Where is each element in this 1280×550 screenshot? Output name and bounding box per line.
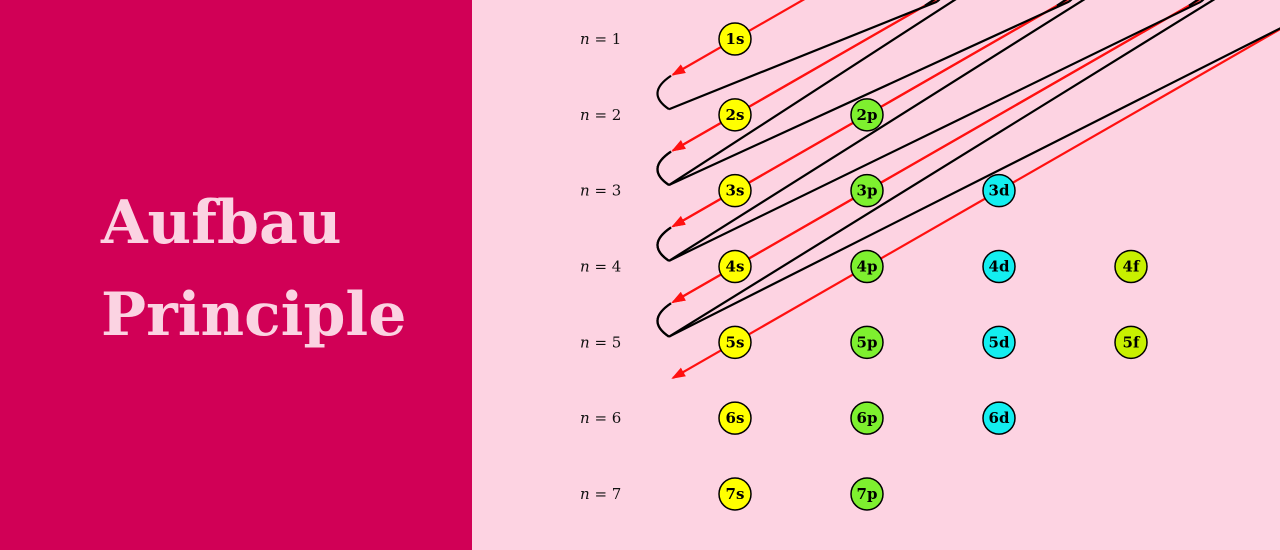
orbital-4d xyxy=(983,250,1015,282)
orbital-3s xyxy=(719,175,751,207)
shell-symbol: n xyxy=(580,105,590,124)
orbital-3p xyxy=(851,175,883,207)
shell-label-4 xyxy=(580,257,621,275)
orbital-2s xyxy=(719,99,751,131)
orbital-label: 5s xyxy=(725,333,745,352)
orbital-2p xyxy=(851,99,883,131)
shell-symbol: n xyxy=(580,257,590,276)
orbital-label: 5f xyxy=(1122,333,1140,352)
orbital-6s xyxy=(719,402,751,434)
filling-arrow xyxy=(673,0,1280,302)
orbital-5f xyxy=(1115,326,1147,358)
left-turn xyxy=(657,76,671,109)
shell-label-3 xyxy=(580,182,621,200)
filling-arrow xyxy=(673,0,925,75)
orbital-label: 4d xyxy=(988,257,1010,276)
shell-value: = 4 xyxy=(589,257,622,276)
shell-value: = 1 xyxy=(589,30,622,48)
orbital-label: 7p xyxy=(856,484,878,503)
orbital-5p xyxy=(851,326,883,358)
orbital-3d xyxy=(983,175,1015,207)
aufbau-diagram xyxy=(472,0,1280,550)
orbital-label: 2p xyxy=(856,105,878,124)
shell-label-2 xyxy=(580,106,621,124)
orbital-6d xyxy=(983,402,1015,434)
orbital-label: 6p xyxy=(856,409,878,428)
orbital-label: 3s xyxy=(725,181,745,200)
shell-label-7 xyxy=(580,485,621,503)
orbital-4s xyxy=(719,250,751,282)
shell-symbol: n xyxy=(580,484,590,503)
orbital-label: 5p xyxy=(856,333,878,352)
return-path xyxy=(669,2,937,110)
orbital-label: 5d xyxy=(988,333,1010,352)
orbital-5s xyxy=(719,326,751,358)
orbital-label: 6s xyxy=(725,409,745,428)
left-turn xyxy=(657,303,671,336)
orbital-label: 2s xyxy=(725,105,745,124)
orbital-7p xyxy=(851,478,883,510)
orbital-6p xyxy=(851,402,883,434)
orbital-label: 3d xyxy=(988,181,1010,200)
shell-symbol: n xyxy=(580,30,590,48)
orbital-7s xyxy=(719,478,751,510)
orbital-4p xyxy=(851,250,883,282)
orbital-5d xyxy=(983,326,1015,358)
shell-symbol: n xyxy=(580,181,590,200)
orbital-label: 4f xyxy=(1122,257,1140,276)
shell-value: = 5 xyxy=(589,333,622,352)
return-path xyxy=(669,0,1280,337)
orbital-label: 4s xyxy=(725,257,745,276)
shell-value: = 7 xyxy=(589,484,622,503)
shell-value: = 2 xyxy=(589,105,622,124)
orbital-label: 6d xyxy=(988,409,1010,428)
orbital-label: 1s xyxy=(725,30,745,48)
orbital-label: 4p xyxy=(856,257,878,276)
shell-value: = 3 xyxy=(589,181,622,200)
shell-label-6 xyxy=(580,409,621,427)
left-turn xyxy=(657,227,671,260)
shell-label-1 xyxy=(580,30,621,48)
shell-symbol: n xyxy=(580,409,590,428)
shell-label-5 xyxy=(580,333,621,351)
orbital-label: 7s xyxy=(725,484,745,503)
orbital-1s xyxy=(719,23,751,55)
title-panel xyxy=(0,0,472,550)
orbital-4f xyxy=(1115,250,1147,282)
shell-value: = 6 xyxy=(589,409,622,428)
shell-symbol: n xyxy=(580,333,590,352)
title-line-1: Aufbau xyxy=(101,188,342,258)
left-turn xyxy=(657,152,671,185)
orbital-label: 3p xyxy=(856,181,878,200)
filling-arrow xyxy=(673,6,1280,378)
title-line-2: Principle xyxy=(101,280,407,350)
